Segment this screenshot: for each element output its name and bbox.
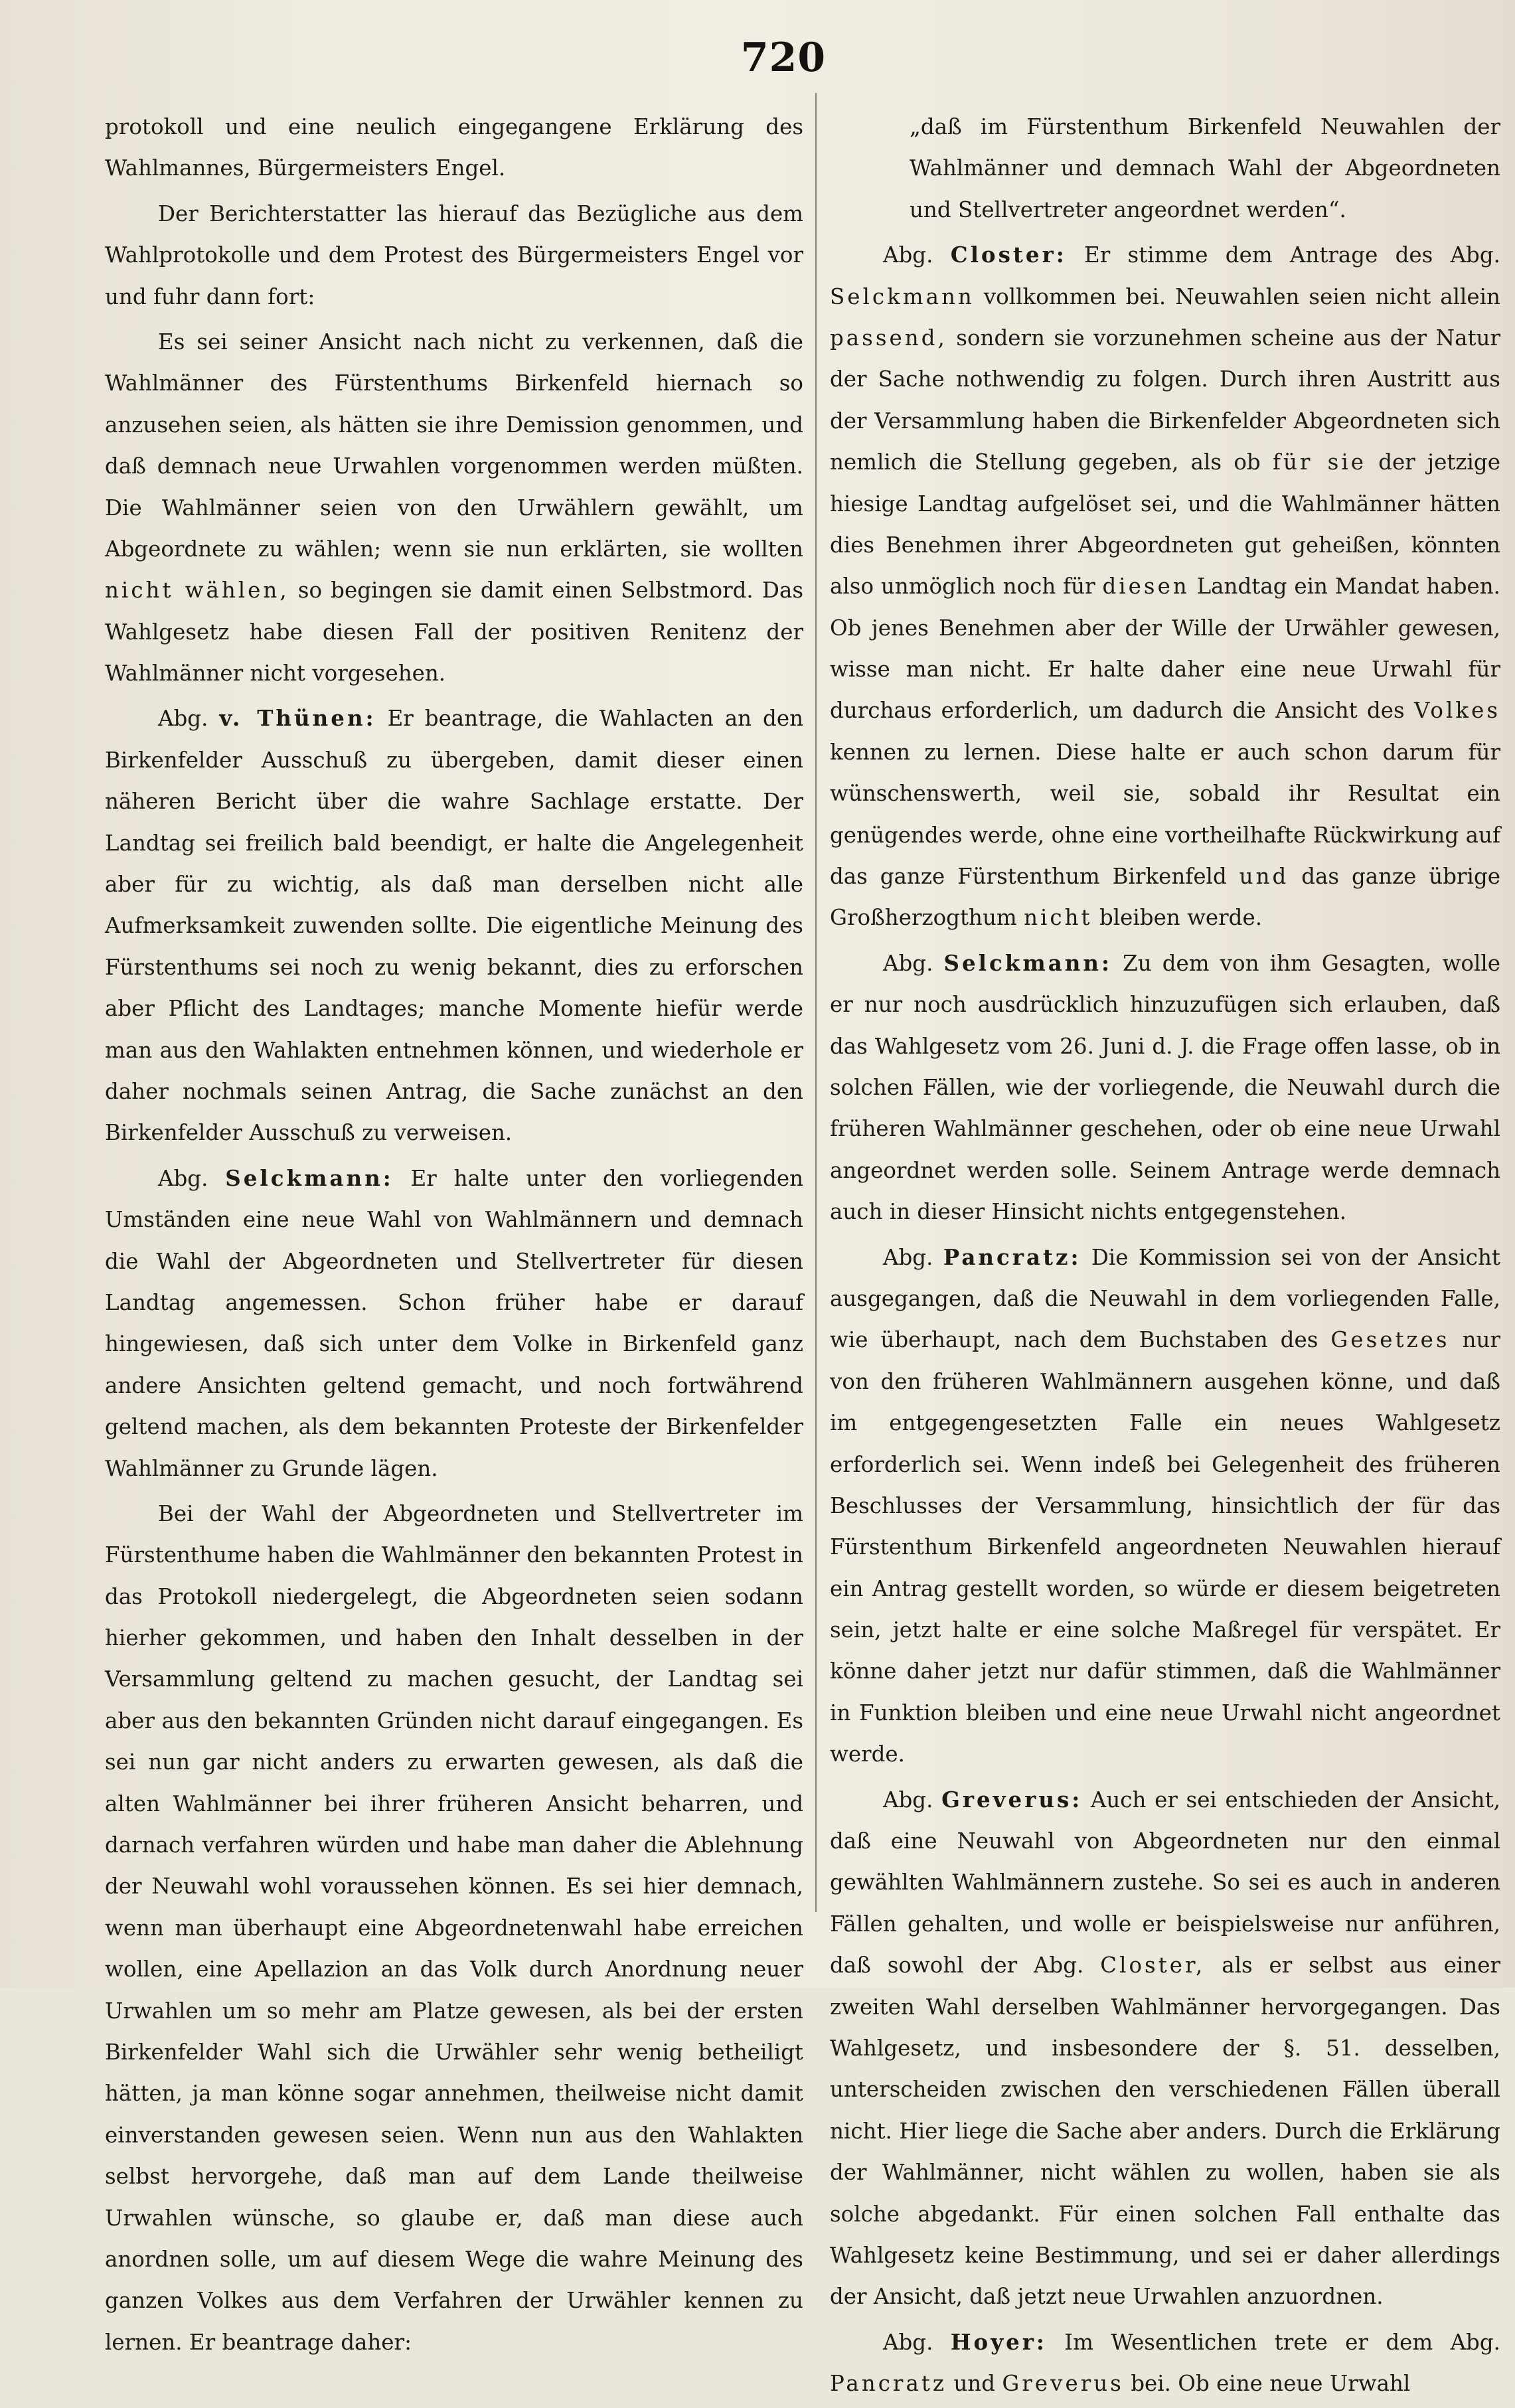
spaced-text: nicht wählen,	[105, 578, 289, 603]
spaced-text: Volkes	[1413, 698, 1500, 724]
text: Es sei seiner Ansicht nach nicht zu verkennen, daß die Wahlmänner des Fürstenthums Birkenfeld hiernach so anzusehen seien, als hätten sie ihre Demission genommen, und daß demnach neue Urwahlen vorgenommen werden müßten. Die Wahlmänner seien von den Urwählern gewählt, um Abgeordnete zu wählen; wenn sie nun erklärten, sie wollten	[105, 329, 803, 562]
text: und	[953, 2371, 996, 2397]
abg-prefix: Abg.	[883, 2329, 933, 2355]
text: der jetzige hiesige Landtag aufgelöset sei, und die Wahlmänner hätten dies Benehmen ihrer Abgeordneten gut geheißen, könnten also unmöglich noch für	[830, 449, 1500, 600]
spaced-text: diesen	[1102, 574, 1190, 600]
spaced-text: und	[1239, 864, 1289, 890]
text: nur von den früheren Wahlmännern ausgehen könne, und daß im entgegengesetzten Falle ein neues Wahlgesetz erforderlich sei. Wenn indeß bei Gelegenheit des früheren Beschlusses der Versammlung, hinsichtlich der für das Fürstenthum Birkenfeld angeordneten Neuwahlen hierauf ein Antrag gestellt worden, so würde er diesem beigetreten sein, jetzt halte er eine solche Maßregel für verspätet. Er könne daher jetzt nur dafür stimmen, daß die Wahlmänner in Funktion bleiben und eine neue Urwahl nicht angeordnet werde.	[830, 1327, 1500, 1767]
abg-prefix: Abg.	[883, 950, 933, 976]
spaced-text: Greverus	[1002, 2371, 1124, 2397]
spaced-text: nicht	[1024, 905, 1093, 931]
right-column	[830, 106, 1500, 2408]
speaker-name: Greverus:	[941, 1786, 1083, 1812]
speaker-name: Selckmann:	[225, 1164, 394, 1191]
speaker-paragraph	[830, 1779, 1500, 2318]
speaker-paragraph	[105, 1158, 803, 1489]
text: Landtag ein Mandat haben. Ob jenes Benehmen aber der Wille der Urwähler gewesen, wisse man nicht. Er halte daher eine neue Urwahl für durchaus erforderlich, um dadurch die Ansicht des	[830, 574, 1500, 724]
text: als er selbst aus einer zweiten Wahl derselben Wahlmänner hervorgegangen. Das Wahlgesetz, und insbesondere der §. 51. desselben, unterscheiden zwischen den verschiedenen Fällen überall nicht. Hier liege die Sache aber anders. Durch die Erklärung der Wahlmänner, nicht wählen zu wollen, haben sie als solche abgedankt. Für einen solchen Fall enthalte das Wahlgesetz keine Bestimmung, und sei er daher allerdings der Ansicht, daß jetzt neue Urwahlen anzuordnen.	[830, 1953, 1500, 2310]
text: Er halte unter den vorliegenden Umständen eine neue Wahl von Wahlmännern und demnach die Wahl der Abgeordneten und Stellvertreter für diesen Landtag angemessen. Schon früher habe er darauf hingewiesen, daß sich unter dem Volke in Birkenfeld ganz andere Ansichten geltend gemacht, und noch fortwährend geltend machen, als dem bekannten Proteste der Birkenfelder Wahlmänner zu Grunde lägen.	[105, 1165, 803, 1481]
left-column	[105, 106, 803, 2367]
text: Auch er sei entschieden der Ansicht, daß eine Neuwahl von Abgeordneten nur den einmal gewählten Wahlmännern zustehe. So sei es auch in anderen Fällen gehalten, und wolle er beispielsweise nur anführen, daß sowohl der Abg.	[830, 1787, 1500, 1978]
speaker-paragraph	[830, 2322, 1500, 2405]
speaker-name: Closter:	[950, 242, 1067, 268]
text: kennen zu lernen. Diese halte er auch schon darum für wünschenswerth, weil sie, sobald ihr Resultat ein genügendes werde, ohne eine vortheilhafte Rückwirkung auf das ganze Fürstenthum Birkenfeld	[830, 739, 1500, 890]
spaced-text: Pancratz	[830, 2371, 947, 2397]
speaker-name: Hoyer:	[950, 2328, 1047, 2355]
paragraph: protokoll und eine neulich eingegangene Erklärung des Wahlmannes, Bürgermeisters Engel.	[105, 114, 803, 181]
abg-prefix: Abg.	[158, 1165, 208, 1191]
paragraph: Der Berichterstatter las hierauf das Bezügliche aus dem Wahlprotokolle und dem Protest des Bürgermeisters Engel vor und fuhr dann fort:	[105, 201, 803, 309]
text: Im Wesentlichen trete er dem Abg.	[1064, 2329, 1500, 2355]
speaker-paragraph	[105, 698, 803, 1153]
text: vollkommen bei. Neuwahlen seien nicht allein	[983, 283, 1500, 309]
speaker-paragraph	[830, 234, 1500, 939]
abg-prefix: Abg.	[883, 1787, 933, 1812]
abg-prefix: Abg.	[883, 242, 933, 268]
text: sondern sie vorzunehmen scheine aus der Natur der Sache nothwendig zu folgen. Durch ihren Austritt aus der Versammlung haben die Birkenfelder Abgeordneten sich nemlich die Stellung gegeben, als ob	[830, 325, 1500, 475]
spaced-text: für sie	[1272, 449, 1366, 475]
abg-prefix: Abg.	[883, 1244, 933, 1270]
speaker-paragraph	[830, 1237, 1500, 1775]
text: so begingen sie damit einen Selbstmord. Das Wahlgesetz habe diesen Fall der positiven Renitenz der Wahlmänner nicht vorgesehen.	[105, 578, 803, 686]
text: das ganze übrige Großherzogthum	[830, 864, 1500, 931]
spaced-text: passend,	[830, 325, 947, 351]
text: bleiben werde.	[1099, 905, 1263, 931]
paragraph	[105, 321, 803, 694]
paragraph: Bei der Wahl der Abgeordneten und Stellvertreter im Fürstenthume haben die Wahlmänner den bekannten Protest in das Protokoll niedergelegt, die Abgeordneten seien sodann hierher gekommen, und haben den Inhalt desselben in der Versammlung geltend zu machen gesucht, der Landtag sei aber aus den bekannten Gründen nicht darauf eingegangen. Es sei nun gar nicht anders zu erwarten gewesen, als daß die alten Wahlmänner bei ihrer früheren Ansicht beharren, und darnach verfahren würden und habe man daher die Ablehnung der Neuwahl wohl voraussehen können. Es sei hier demnach, wenn man überhaupt eine Abgeordnetenwahl habe erreichen wollen, eine Apellazion an das Volk durch Anordnung neuer Urwahlen um so mehr am Platze gewesen, als bei der ersten Birkenfelder Wahl sich die Urwähler sehr wenig betheiligt hätten, ja man könne sogar annehmen, theilweise nicht damit einverstanden gewesen seien. Wenn nun aus den Wahlakten selbst hervorgehe, daß man auf dem Lande theilweise Urwahlen wünsche, so glaube er, daß man diese auch anordnen solle, um auf diesem Wege die wahre Meinung des ganzen Volkes aus dem Verfahren der Urwähler kennen zu lernen. Er beantrage daher:	[105, 1500, 803, 2355]
abg-prefix: Abg.	[158, 706, 208, 732]
speaker-name: Selckmann:	[943, 949, 1113, 976]
speaker-name: v. Thünen:	[219, 705, 376, 732]
text: Er stimme dem Antrage des Abg.	[1083, 242, 1500, 268]
speaker-paragraph	[830, 943, 1500, 1233]
text: Die Kommission sei von der Ansicht ausgegangen, daß die Neuwahl in dem vorliegenden Falle, wie überhaupt, nach dem Buchstaben des	[830, 1244, 1500, 1353]
text: bei. Ob eine neue Urwahl	[1131, 2371, 1411, 2397]
page-number: 720	[740, 35, 827, 81]
text: Zu dem von ihm Gesagten, wolle er nur noch ausdrücklich hinzuzufügen sich erlauben, daß das Wahlgesetz vom 26. Juni d. J. die Frage offen lasse, ob in solchen Fällen, wie der vorliegende, die Neuwahl durch die früheren Wahlmänner geschehen, oder ob eine neue Urwahl angeordnet werden solle. Seinem Antrage werde demnach auch in dieser Hinsicht nichts entgegenstehen.	[830, 950, 1500, 1225]
spaced-text: Closter,	[1100, 1953, 1206, 1978]
speaker-name: Pancratz:	[943, 1244, 1081, 1270]
column-divider	[815, 93, 817, 1912]
text: Er beantrage, die Wahlacten an den Birkenfelder Ausschuß zu übergeben, damit dieser einen näheren Bericht über die wahre Sachlage erstatte. Der Landtag sei freilich bald beendigt, er halte die Angelegenheit aber für zu wichtig, als daß man derselben nicht alle Aufmerksamkeit zuwenden sollte. Die eigentliche Meinung des Fürstenthums sei noch zu wenig bekannt, dies zu erforschen aber Pflicht des Landtages; manche Momente hiefür werde man aus den Wahlakten entnehmen können, und wiederhole er daher nochmals seinen Antrag, die Sache zunächst an den Birkenfelder Ausschuß zu verweisen.	[105, 706, 803, 1146]
spaced-text: Gesetzes	[1330, 1327, 1450, 1353]
spaced-text: Selckmann	[830, 283, 975, 309]
quoted-motion: „daß im Fürstenthum Birkenfeld Neuwahlen der Wahlmänner und demnach Wahl der Abgeordneten und Stellvertreter angeordnet werden“.	[910, 114, 1500, 222]
